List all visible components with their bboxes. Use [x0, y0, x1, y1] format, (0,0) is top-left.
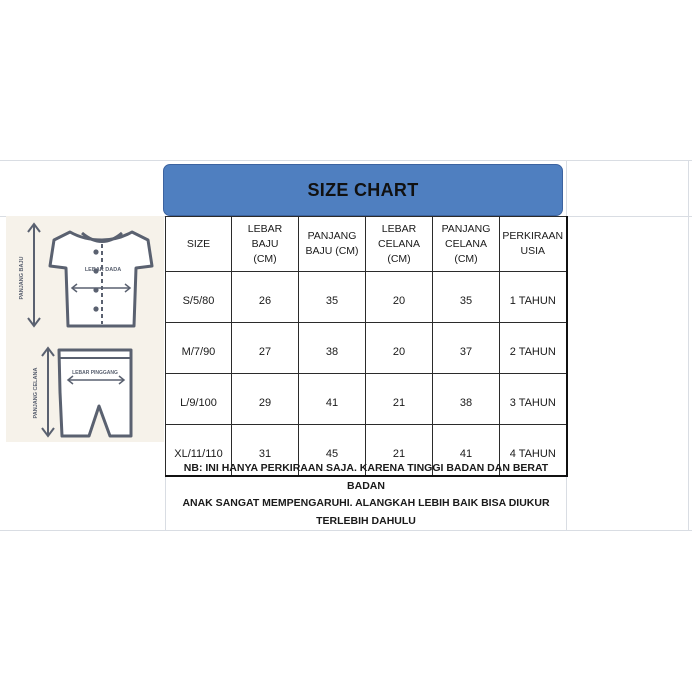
measurement-note — [166, 460, 566, 530]
garment-diagram — [6, 216, 164, 442]
size-cell: S/5/80 — [166, 272, 232, 323]
column-header-size: SIZE — [166, 217, 232, 272]
pants-length-label: PANJANG CELANA — [33, 367, 39, 419]
pants-length-cell: 35 — [433, 272, 500, 323]
pants-width-cell: 20 — [366, 323, 433, 374]
estimated-age-cell: 4 TAHUN — [500, 425, 567, 477]
table-header-row — [166, 217, 567, 272]
pants-length-cell: 37 — [433, 323, 500, 374]
sheet-gridline-far-right — [688, 160, 689, 531]
shirt-width-cell: 31 — [232, 425, 299, 477]
note-line: ANAK SANGAT MEMPENGARUHI. ALANGKAH LEBIH BAIK BISA DIUKUR — [182, 497, 550, 509]
column-header-shirt-length: PANJANG BAJU (CM) — [299, 217, 366, 272]
chest-width-label: LEBAR DADA — [84, 267, 122, 273]
column-header-shirt-width: LEBAR BAJU (CM) — [232, 217, 299, 272]
estimated-age-cell: 2 TAHUN — [500, 323, 567, 374]
pants-width-cell: 21 — [366, 425, 433, 477]
size-cell: M/7/90 — [166, 323, 232, 374]
pants-width-cell: 20 — [366, 272, 433, 323]
sheet-gridline-top — [0, 160, 692, 161]
estimated-age-cell: 1 TAHUN — [500, 272, 567, 323]
pants-length-cell: 38 — [433, 374, 500, 425]
size-table — [165, 216, 568, 477]
size-cell: L/9/100 — [166, 374, 232, 425]
sheet-gridline-bottom — [0, 530, 692, 531]
note-line: TERLEBIH DAHULU — [316, 514, 416, 527]
table-row — [166, 272, 567, 323]
shirt-icon — [50, 232, 152, 326]
pants-length-arrow-icon — [42, 348, 54, 436]
size-cell: XL/11/110 — [166, 425, 232, 477]
table-row — [166, 323, 567, 374]
column-header-estimated-age: PERKIRAAN USIA — [500, 217, 567, 272]
pants-length-cell: 41 — [433, 425, 500, 477]
garment-measurement-illustration — [6, 216, 164, 442]
pants-width-cell: 21 — [366, 374, 433, 425]
note-line: NB: INI HANYA PERKIRAAN SAJA. KARENA TINGGI BADAN DAN BERAT BADAN — [183, 462, 549, 492]
waist-width-label: LEBAR PINGGANG — [72, 370, 118, 376]
size-chart-title-banner — [163, 164, 563, 216]
table-row — [166, 374, 567, 425]
shirt-length-cell: 38 — [299, 323, 366, 374]
shirt-length-label: PANJANG BAJU — [19, 256, 25, 300]
shirt-length-arrow-icon — [28, 224, 40, 326]
column-header-pants-length: PANJANG CELANA (CM) — [433, 217, 500, 272]
shirt-width-cell: 26 — [232, 272, 299, 323]
size-chart-title: SIZE CHART — [307, 179, 419, 200]
pants-icon — [59, 350, 131, 436]
shirt-length-cell: 45 — [299, 425, 366, 477]
shirt-width-cell: 29 — [232, 374, 299, 425]
shirt-length-cell: 35 — [299, 272, 366, 323]
estimated-age-cell: 3 TAHUN — [500, 374, 567, 425]
column-header-pants-width: LEBAR CELANA (CM) — [366, 217, 433, 272]
shirt-width-cell: 27 — [232, 323, 299, 374]
shirt-length-cell: 41 — [299, 374, 366, 425]
